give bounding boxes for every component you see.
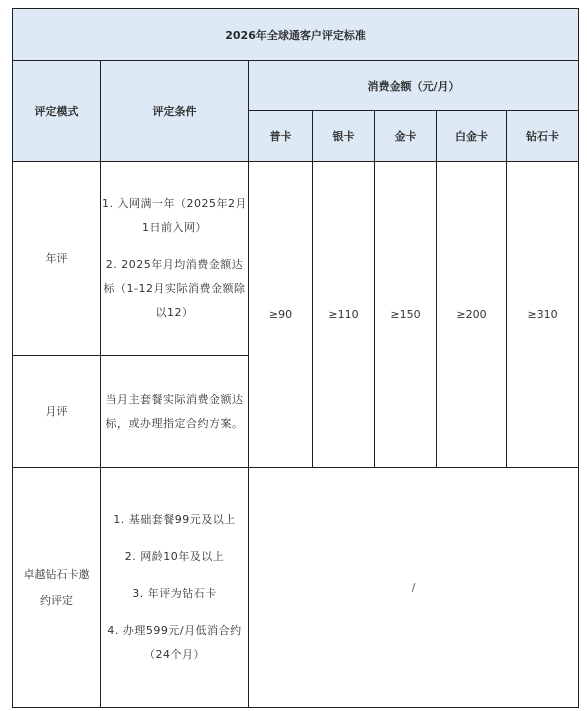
condition-header: 评定条件 (101, 61, 249, 162)
tier-header-gold: 金卡 (375, 111, 437, 162)
mode-header: 评定模式 (13, 61, 101, 162)
monthly-mode-cell: 月评 (13, 356, 101, 468)
invite-condition-item: 1. 基础套餐99元及以上 (113, 513, 236, 526)
invite-condition-item: 4. 办理599元/月低消合约（24个月） (107, 624, 242, 661)
value-platinum: ≥200 (437, 162, 507, 468)
annual-condition-item: 2. 2025年月均消费金额达标（1-12月实际消费金额除以12） (103, 258, 246, 319)
annual-condition-item: 1. 入网满一年（2025年2月1日前入网） (102, 197, 247, 234)
table-title: 2026年全球通客户评定标准 (13, 9, 579, 61)
invite-mode-line: 约评定 (40, 593, 73, 607)
invite-condition-item: 2. 网龄10年及以上 (124, 550, 225, 563)
monthly-condition-text: 当月主套餐实际消费金额达标，或办理指定合约方案。 (105, 392, 244, 430)
tier-header-diamond: 钻石卡 (507, 111, 579, 162)
invite-condition-item: 3. 年评为钻石卡 (132, 587, 217, 600)
tier-header-silver: 银卡 (313, 111, 375, 162)
invite-mode-cell (13, 468, 101, 708)
tier-header-regular: 普卡 (249, 111, 313, 162)
annual-mode-cell: 年评 (13, 162, 101, 356)
invite-mode-line: 卓越钻石卡邀 (23, 567, 90, 581)
consumption-header: 消费金额（元/月） (249, 61, 579, 111)
value-diamond: ≥310 (507, 162, 579, 468)
invite-conditions-cell (101, 468, 249, 708)
value-silver: ≥110 (313, 162, 375, 468)
value-regular: ≥90 (249, 162, 313, 468)
annual-conditions-cell (101, 162, 249, 356)
rating-standard-table (12, 8, 579, 708)
tier-header-platinum: 白金卡 (437, 111, 507, 162)
invite-consumption-cell: / (249, 468, 579, 708)
monthly-condition-cell (101, 356, 249, 468)
value-gold: ≥150 (375, 162, 437, 468)
